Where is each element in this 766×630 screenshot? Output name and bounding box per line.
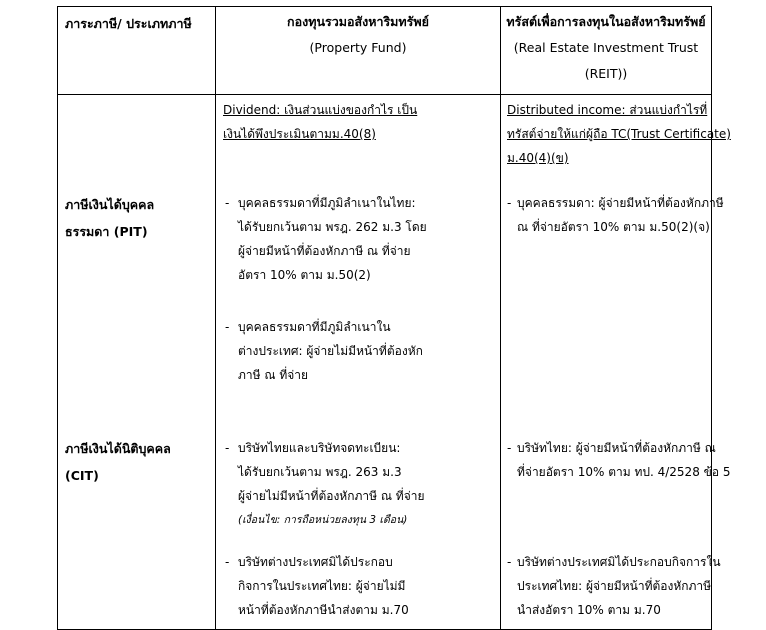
reit-pit-line: บุคคลธรรมดา: ผู้จ่ายมีหน้าที่ต้องหักภาษี — [517, 196, 724, 210]
header-col3-subtitle2: (REIT)) — [584, 66, 628, 81]
body-row — [58, 95, 712, 630]
header-property-fund — [216, 7, 501, 95]
fund-pit-nonresident-line: ภาษี ณ ที่จ่าย — [238, 368, 309, 382]
fund-cit-thai-condition: (เงื่อนไข: การถือหน่วยลงทุน 3 เดือน) — [238, 514, 408, 526]
reit-pit — [517, 191, 724, 239]
fund-pit-nonresident-line: บุคคลธรรมดาที่มีภูมิลำเนาใน — [238, 320, 391, 334]
tax-comparison-table — [57, 6, 731, 630]
property-fund-cell — [216, 95, 501, 630]
fund-dividend-definition — [223, 98, 417, 146]
pit-label-line2: ธรรมดา (PIT) — [65, 224, 148, 239]
header-col2-subtitle: (Property Fund) — [309, 40, 407, 55]
reit-cit-foreign-line: นำส่งอัตรา 10% ตาม ม.70 — [517, 603, 661, 617]
fund-pit-resident-line: บุคคลธรรมดาที่มีภูมิลำเนาในไทย: — [238, 196, 416, 210]
fund-pit-nonresident — [238, 315, 423, 387]
fund-cit-thai-line: บริษัทไทยและบริษัทจดทะเบียน: — [238, 441, 401, 455]
cit-label-line2: (CIT) — [65, 468, 99, 483]
pit-label-line1: ภาษีเงินได้บุคคล — [65, 197, 155, 212]
fund-cit-foreign — [238, 550, 409, 622]
bullet-dash: - — [225, 196, 230, 210]
fund-cit-foreign-line: บริษัทต่างประเทศมิได้ประกอบ — [238, 555, 393, 569]
bullet-dash: - — [507, 555, 512, 569]
fund-pit-nonresident-line: ต่างประเทศ: ผู้จ่ายไม่มีหน้าที่ต้องหัก — [238, 344, 423, 358]
reit-income-line3: ม.40(4)(ข) — [507, 151, 569, 165]
header-row — [58, 7, 712, 95]
header-reit — [501, 7, 712, 95]
reit-cell — [501, 95, 731, 630]
bullet-dash: - — [225, 555, 230, 569]
fund-cit-foreign-line: กิจการในประเทศไทย: ผู้จ่ายไม่มี — [238, 579, 406, 593]
reit-cit-thai-line: ที่จ่ายอัตรา 10% ตาม ทป. 4/2528 ข้อ 5 — [517, 465, 731, 479]
bullet-dash: - — [225, 320, 230, 334]
bullet-dash: - — [225, 441, 230, 455]
fund-cit-foreign-line: หน้าที่ต้องหักภาษีนำส่งตาม ม.70 — [238, 603, 409, 617]
header-col3-subtitle: (Real Estate Investment Trust — [513, 40, 699, 55]
reit-income-definition — [507, 98, 731, 170]
tax-type-cell — [58, 95, 216, 630]
reit-cit-foreign-line: ประเทศไทย: ผู้จ่ายมีหน้าที่ต้องหักภาษี — [517, 579, 712, 593]
fund-pit-resident — [238, 191, 427, 287]
fund-pit-resident-line: อัตรา 10% ตาม ม.50(2) — [238, 268, 371, 282]
fund-cit-thai-line: ได้รับยกเว้นตาม พรฎ. 263 ม.3 — [238, 465, 402, 479]
fund-pit-resident-line: ได้รับยกเว้นตาม พรฎ. 262 ม.3 โดย — [238, 220, 427, 234]
header-tax-type — [58, 7, 216, 95]
reit-cit-thai-line: บริษัทไทย: ผู้จ่ายมีหน้าที่ต้องหักภาษี ณ — [517, 441, 716, 455]
header-col1-text: ภาระภาษี/ ประเภทภาษี — [65, 16, 192, 31]
bullet-dash: - — [507, 441, 512, 455]
reit-income-line2: ทรัสต์จ่ายให้แก่ผู้ถือ TC(Trust Certificate) — [507, 127, 731, 141]
header-col2-title: กองทุนรวมอสังหาริมทรัพย์ — [287, 14, 429, 29]
pit-label — [65, 191, 154, 245]
reit-cit-foreign — [517, 550, 721, 622]
fund-dividend-line2: เงินได้พึงประเมินตามม.40(8) — [223, 127, 376, 141]
fund-cit-thai-line: ผู้จ่ายไม่มีหน้าที่ต้องหักภาษี ณ ที่จ่าย — [238, 489, 425, 503]
fund-dividend-line1: Dividend: เงินส่วนแบ่งของกำไร เป็น — [223, 103, 418, 117]
fund-cit-thai — [238, 436, 425, 532]
header-col3-title: ทรัสต์เพื่อการลงทุนในอสังหาริมทรัพย์ — [506, 14, 706, 29]
bullet-dash: - — [507, 196, 512, 210]
fund-pit-resident-line: ผู้จ่ายมีหน้าที่ต้องหักภาษี ณ ที่จ่าย — [238, 244, 411, 258]
reit-cit-thai — [517, 436, 731, 484]
reit-pit-line: ณ ที่จ่ายอัตรา 10% ตาม ม.50(2)(จ) — [517, 220, 710, 234]
reit-cit-foreign-line: บริษัทต่างประเทศมิได้ประกอบกิจการใน — [517, 555, 721, 569]
cit-label-line1: ภาษีเงินได้นิติบุคคล — [65, 441, 171, 456]
reit-income-line1: Distributed income: ส่วนแบ่งกำไรที่ — [507, 103, 708, 117]
cit-label — [65, 435, 171, 489]
